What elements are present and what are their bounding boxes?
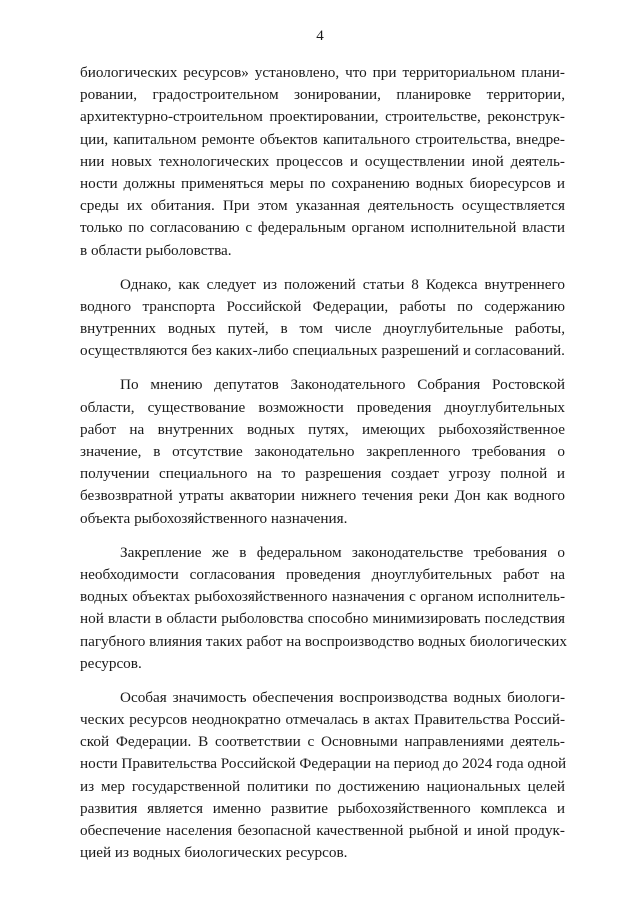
- text-line: ской Федерации. В соответствии с Основными направлениями деятель-: [80, 733, 565, 751]
- text-line: внутренних водных путей, в том числе дноуглубительные работы,: [80, 320, 565, 338]
- text-line: водного транспорта Российской Федерации, работы по содержанию: [80, 297, 565, 315]
- text-line: среды их обитания. При этом указанная деятельность осуществляется: [80, 197, 565, 215]
- text-line: безвозвратной утраты акватории нижнего течения реки Дон как водного: [80, 487, 565, 505]
- text-line: ной власти в области рыболовства способно минимизировать последствия: [80, 610, 565, 628]
- text-line: По мнению депутатов Законодательного Собрания Ростовской: [120, 376, 565, 394]
- text-line: Закрепление же в федеральном законодательстве требования о: [120, 543, 565, 561]
- text-line: ровании, градостроительном зонировании, планировке территории,: [80, 86, 565, 104]
- text-line: цией из водных биологических ресурсов.: [80, 844, 348, 862]
- text-line: нии новых технологических процессов и осуществлении иной деятель-: [80, 152, 565, 170]
- text-line: обеспечение населения безопасной качественной рыбной и иной продук-: [80, 822, 565, 839]
- text-line: водных объектах рыбохозяйственного назначения с органом исполнитель-: [80, 588, 565, 606]
- text-line: объекта рыбохозяйственного назначения.: [80, 509, 348, 527]
- text-line: развития является именно развитие рыбохозяйственного комплекса и: [80, 799, 565, 817]
- text-line: значение, в отсутствие законодательно закрепленного требования о: [80, 443, 565, 460]
- text-line: ресурсов.: [80, 654, 142, 672]
- text-line: биологических ресурсов» установлено, что при территориальном плани-: [80, 64, 565, 81]
- paragraph-4: [80, 542, 565, 675]
- text-line: области, существование возможности проведения дноуглубительных: [80, 398, 565, 416]
- text-line: из мер государственной политики по достижению национальных целей: [80, 777, 565, 795]
- text-line: пагубного влияния таких работ на воспроизводство водных биологических: [80, 632, 567, 650]
- text-line: получении специального на то разрешения создает угрозу полной и: [80, 465, 565, 483]
- document-body: [80, 62, 565, 864]
- text-line: Особая значимость обеспечения воспроизводства водных биологи-: [120, 688, 565, 706]
- text-line: Однако, как следует из положений статьи 8 Кодекса внутреннего: [120, 275, 565, 293]
- page-number: 4: [316, 28, 324, 44]
- text-line: ности Правительства Российской Федерации на период до 2024 года одной: [80, 755, 567, 773]
- text-line: необходимости согласования проведения дноуглубительных работ на: [80, 565, 565, 583]
- paragraph-2: [80, 274, 565, 363]
- paragraph-1: [80, 62, 565, 262]
- text-line: только по согласованию с федеральным органом исполнительной власти: [80, 219, 565, 237]
- text-line: осуществляются без каких-либо специальных разрешений и согласований.: [80, 342, 565, 360]
- text-line: архитектурно-строительном проектировании, строительстве, реконструк-: [80, 108, 565, 126]
- paragraph-5: [80, 687, 565, 865]
- text-line: ческих ресурсов неоднократно отмечалась в актах Правительства Россий-: [80, 711, 565, 729]
- text-line: работ на внутренних водных путях, имеющих рыбохозяйственное: [80, 420, 565, 438]
- text-line: в области рыболовства.: [80, 241, 232, 259]
- text-line: ции, капитальном ремонте объектов капитального строительства, внедре-: [80, 130, 565, 148]
- text-line: ности должны применяться меры по сохранению водных биоресурсов и: [80, 174, 565, 192]
- paragraph-3: [80, 374, 565, 529]
